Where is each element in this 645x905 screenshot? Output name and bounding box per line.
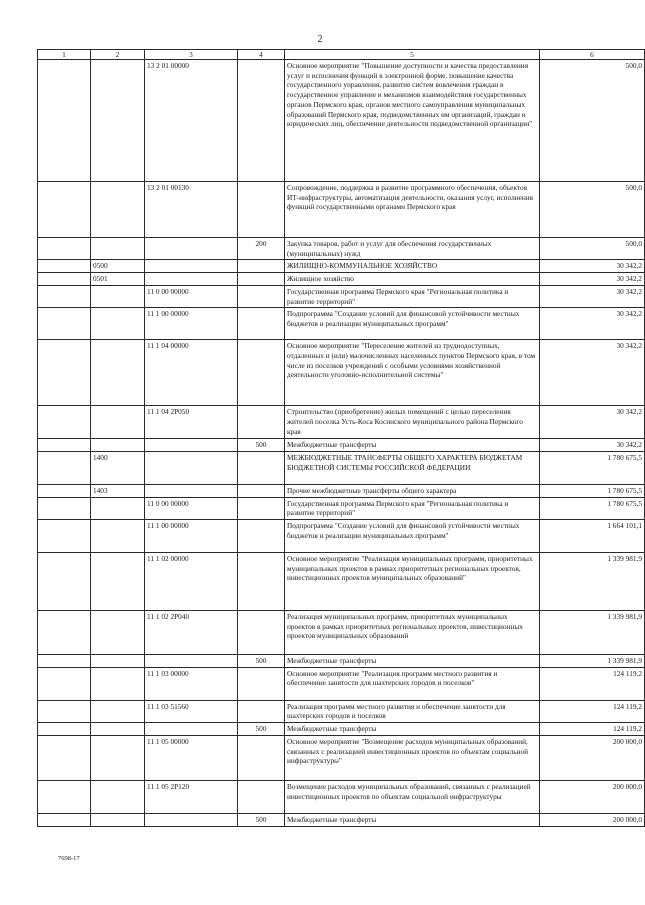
section-cell	[38, 520, 91, 553]
name-cell: Государственная программа Пермского края "Региональная политика и развитие территорий"	[285, 285, 540, 307]
expense-type-cell	[238, 285, 285, 307]
expense-type-cell: 200	[238, 238, 285, 260]
target-article-cell	[145, 439, 238, 452]
target-article-cell	[145, 238, 238, 260]
page-number: 2	[317, 34, 323, 45]
subsection-cell	[91, 553, 145, 611]
expense-type-cell	[238, 667, 285, 700]
expense-type-cell	[238, 484, 285, 497]
amount-cell: 30 342,2	[540, 439, 645, 452]
target-article-cell: 11 0 00 00000	[145, 285, 238, 307]
name-cell: Основное мероприятие "Возмещение расходов муниципальных образований, связанных с реализацией инвестиционных проектов по объектам социальной инфраструктуры"	[285, 735, 540, 780]
table-row	[38, 700, 645, 722]
target-article-cell: 11 1 03 00000	[145, 667, 238, 700]
name-cell: ЖИЛИЩНО-КОММУНАЛЬНОЕ ХОЗЯЙСТВО	[285, 260, 540, 273]
subsection-cell	[91, 780, 145, 813]
name-cell: Межбюджетные трансферты	[285, 813, 540, 826]
expense-type-cell	[238, 700, 285, 722]
subsection-cell	[91, 60, 145, 182]
section-cell	[38, 780, 91, 813]
expense-type-cell	[238, 497, 285, 519]
name-cell: Основное мероприятие "Реализация муниципальных программ, приоритетных муниципальных проектов в рамках приоритетных региональных проектов, инвестиционных проектов муниципальных образований"	[285, 553, 540, 611]
name-cell: Прочие межбюджетные трансферты общего характера	[285, 484, 540, 497]
expense-type-cell	[238, 451, 285, 484]
amount-cell: 500,0	[540, 238, 645, 260]
section-cell	[38, 553, 91, 611]
expense-type-cell: 500	[238, 813, 285, 826]
table-row	[38, 340, 645, 406]
budget-table	[37, 49, 645, 827]
target-article-cell: 11 1 00 00000	[145, 308, 238, 340]
table-row	[38, 182, 645, 238]
target-article-cell: 11 1 02 00000	[145, 553, 238, 611]
table-row	[38, 611, 645, 655]
table-row	[38, 484, 645, 497]
target-article-cell: 11 0 00 00000	[145, 497, 238, 519]
column-number-3: 3	[145, 50, 238, 60]
column-number-4: 4	[238, 50, 285, 60]
target-article-cell	[145, 723, 238, 736]
expense-type-cell	[238, 260, 285, 273]
table-row	[38, 520, 645, 553]
subsection-cell: 1400	[91, 451, 145, 484]
table-row	[38, 238, 645, 260]
subsection-cell	[91, 611, 145, 655]
table-row	[38, 780, 645, 813]
subsection-cell	[91, 497, 145, 519]
section-cell	[38, 497, 91, 519]
subsection-cell: 0500	[91, 260, 145, 273]
name-cell: Строительство (приобретение) жилых помещений с целью переселения жителей поселка Усть-Коса Косинского муниципального района Пермского края	[285, 406, 540, 439]
subsection-cell	[91, 520, 145, 553]
amount-cell: 124 119,2	[540, 723, 645, 736]
subsection-cell	[91, 700, 145, 722]
section-cell	[38, 439, 91, 452]
subsection-cell	[91, 667, 145, 700]
name-cell: Основное мероприятие "Повышение доступности и качества предоставления услуг и исполнения функций в электронной форме, повышение качества государственного управления, развитие систем вовлечения граждан в государственное управление и механизмов взаимодействия государственных органов Пермского края, органов местного самоуправления муниципальных образований Пермского края, подведомственных им организаций, граждан и юридических лиц, обеспечение деятельности подведомственной организации"	[285, 60, 540, 182]
amount-cell: 1 339 981,9	[540, 553, 645, 611]
amount-cell: 1 664 101,1	[540, 520, 645, 553]
subsection-cell	[91, 238, 145, 260]
amount-cell: 30 342,2	[540, 273, 645, 286]
table-row	[38, 667, 645, 700]
table-row	[38, 260, 645, 273]
target-article-cell: 11 1 04 2Р050	[145, 406, 238, 439]
section-cell	[38, 700, 91, 722]
subsection-cell	[91, 813, 145, 826]
amount-cell: 124 119,2	[540, 700, 645, 722]
expense-type-cell	[238, 308, 285, 340]
column-number-1: 1	[38, 50, 91, 60]
table-row	[38, 735, 645, 780]
table-row	[38, 439, 645, 452]
expense-type-cell	[238, 735, 285, 780]
amount-cell: 500,0	[540, 60, 645, 182]
table-row	[38, 406, 645, 439]
column-number-5: 5	[285, 50, 540, 60]
name-cell: Межбюджетные трансферты	[285, 439, 540, 452]
expense-type-cell: 500	[238, 439, 285, 452]
target-article-cell: 11 1 05 2Р120	[145, 780, 238, 813]
column-number-row	[38, 50, 645, 60]
name-cell: МЕЖБЮДЖЕТНЫЕ ТРАНСФЕРТЫ ОБЩЕГО ХАРАКТЕРА БЮДЖЕТАМ БЮДЖЕТНОЙ СИСТЕМЫ РОССИЙСКОЙ ФЕДЕРАЦИИ	[285, 451, 540, 484]
target-article-cell	[145, 273, 238, 286]
target-article-cell	[145, 260, 238, 273]
section-cell	[38, 484, 91, 497]
section-cell	[38, 451, 91, 484]
target-article-cell: 13 2 01 00130	[145, 182, 238, 238]
amount-cell: 1 780 675,5	[540, 484, 645, 497]
name-cell: Основное мероприятие "Реализация программ местного развития и обеспечение занятости для шахтерских городов и поселков"	[285, 667, 540, 700]
subsection-cell	[91, 308, 145, 340]
subsection-cell	[91, 723, 145, 736]
subsection-cell	[91, 735, 145, 780]
expense-type-cell: 500	[238, 655, 285, 668]
section-cell	[38, 238, 91, 260]
section-cell	[38, 813, 91, 826]
subsection-cell	[91, 182, 145, 238]
target-article-cell: 11 1 04 00000	[145, 340, 238, 406]
amount-cell: 1 780 675,5	[540, 497, 645, 519]
name-cell: Реализация программ местного развития и обеспечение занятости для шахтерских городов и поселков	[285, 700, 540, 722]
table-row	[38, 553, 645, 611]
section-cell	[38, 260, 91, 273]
amount-cell: 30 342,2	[540, 285, 645, 307]
section-cell	[38, 60, 91, 182]
name-cell: Государственная программа Пермского края "Региональная политика и развитие территорий"	[285, 497, 540, 519]
section-cell	[38, 655, 91, 668]
budget-table-body	[38, 50, 645, 827]
amount-cell: 200 000,0	[540, 735, 645, 780]
amount-cell: 30 342,2	[540, 340, 645, 406]
table-row	[38, 655, 645, 668]
target-article-cell	[145, 655, 238, 668]
expense-type-cell	[238, 780, 285, 813]
subsection-cell	[91, 439, 145, 452]
table-row	[38, 273, 645, 286]
expense-type-cell	[238, 60, 285, 182]
section-cell	[38, 723, 91, 736]
target-article-cell	[145, 813, 238, 826]
section-cell	[38, 340, 91, 406]
section-cell	[38, 285, 91, 307]
amount-cell: 200 000,0	[540, 813, 645, 826]
amount-cell: 200 000,0	[540, 780, 645, 813]
column-number-6: 6	[540, 50, 645, 60]
section-cell	[38, 667, 91, 700]
subsection-cell: 0501	[91, 273, 145, 286]
expense-type-cell	[238, 520, 285, 553]
target-article-cell	[145, 484, 238, 497]
table-row	[38, 285, 645, 307]
table-row	[38, 813, 645, 826]
amount-cell: 1 339 981,9	[540, 655, 645, 668]
table-row	[38, 308, 645, 340]
amount-cell: 1 780 675,5	[540, 451, 645, 484]
target-article-cell: 11 1 03 51560	[145, 700, 238, 722]
expense-type-cell	[238, 340, 285, 406]
column-number-2: 2	[91, 50, 145, 60]
amount-cell: 30 342,2	[540, 260, 645, 273]
target-article-cell: 11 1 00 00000	[145, 520, 238, 553]
expense-type-cell	[238, 406, 285, 439]
subsection-cell	[91, 285, 145, 307]
table-row	[38, 497, 645, 519]
name-cell: Жилищное хозяйство	[285, 273, 540, 286]
section-cell	[38, 735, 91, 780]
name-cell: Основное мероприятие "Переселение жителей из труднодоступных, отдаленных и (или) малочисленных населенных пунктов Пермского края, в том числе из поселков учреждений с особыми условиями хозяйственной деятельности уголовно-исполнительной системы"	[285, 340, 540, 406]
section-cell	[38, 611, 91, 655]
expense-type-cell: 500	[238, 723, 285, 736]
section-cell	[38, 308, 91, 340]
table-row	[38, 723, 645, 736]
name-cell: Подпрограмма "Создание условий для финансовой устойчивости местных бюджетов и реализации муниципальных программ"	[285, 520, 540, 553]
subsection-cell: 1403	[91, 484, 145, 497]
name-cell: Подпрограмма "Создание условий для финансовой устойчивости местных бюджетов и реализации муниципальных программ"	[285, 308, 540, 340]
subsection-cell	[91, 406, 145, 439]
table-row	[38, 451, 645, 484]
amount-cell: 124 119,2	[540, 667, 645, 700]
name-cell: Межбюджетные трансферты	[285, 723, 540, 736]
section-cell	[38, 273, 91, 286]
target-article-cell: 11 1 02 2Р040	[145, 611, 238, 655]
section-cell	[38, 406, 91, 439]
subsection-cell	[91, 340, 145, 406]
name-cell: Возмещение расходов муниципальных образований, связанных с реализацией инвестиционных проектов по объектам социальной инфраструктуры	[285, 780, 540, 813]
amount-cell: 30 342,2	[540, 406, 645, 439]
name-cell: Межбюджетные трансферты	[285, 655, 540, 668]
table-row	[38, 60, 645, 182]
target-article-cell	[145, 451, 238, 484]
amount-cell: 30 342,2	[540, 308, 645, 340]
expense-type-cell	[238, 611, 285, 655]
amount-cell: 500,0	[540, 182, 645, 238]
footer-code: 7698-17	[58, 855, 80, 862]
name-cell: Закупка товаров, работ и услуг для обеспечения государственных (муниципальных) нужд	[285, 238, 540, 260]
name-cell: Сопровождение, поддержка и развитие программного обеспечения, объектов ИТ-инфраструктуры, автоматизация деятельности, оказания услуг, исполнения функций государственными органами Пермского края	[285, 182, 540, 238]
expense-type-cell	[238, 553, 285, 611]
expense-type-cell	[238, 273, 285, 286]
amount-cell: 1 339 981,9	[540, 611, 645, 655]
name-cell: Реализация муниципальных программ, приоритетных муниципальных проектов в рамках приоритетных региональных проектов, инвестиционных проектов муниципальных образований	[285, 611, 540, 655]
section-cell	[38, 182, 91, 238]
target-article-cell: 11 1 05 00000	[145, 735, 238, 780]
subsection-cell	[91, 655, 145, 668]
expense-type-cell	[238, 182, 285, 238]
target-article-cell: 13 2 01 00000	[145, 60, 238, 182]
